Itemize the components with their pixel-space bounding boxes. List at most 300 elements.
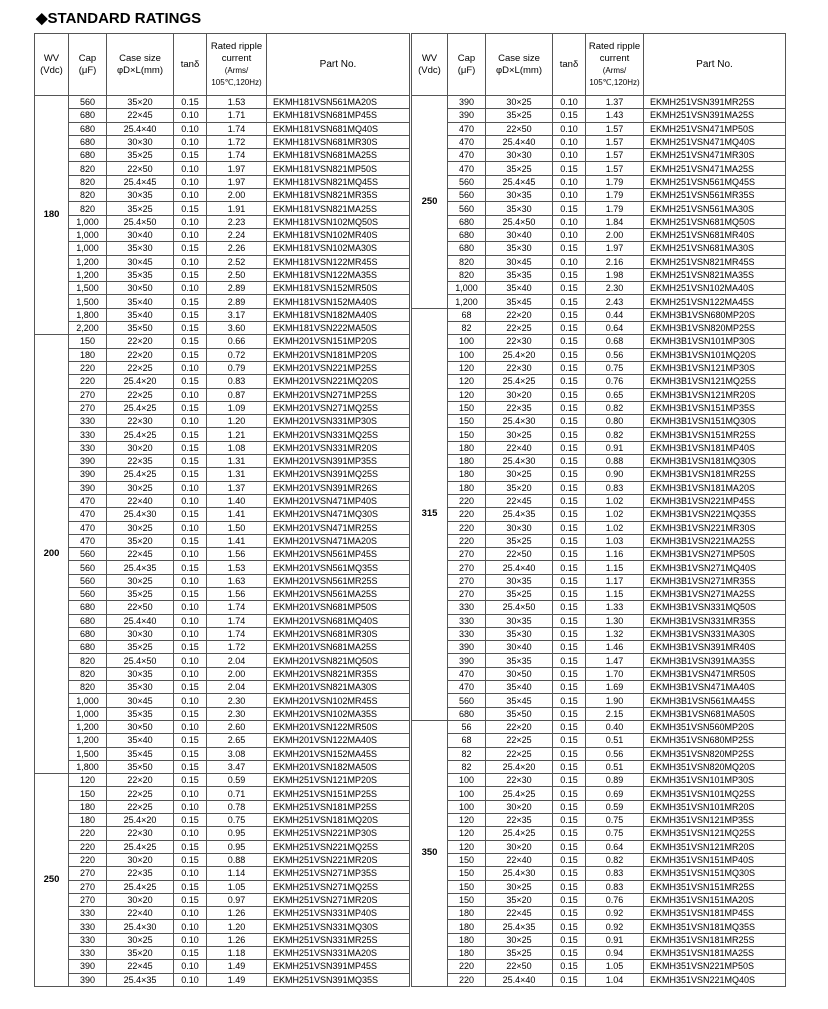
table-row [35, 694, 410, 707]
part-no-cell: EKMH251VSN391MQ35S [267, 973, 410, 986]
part-no-cell: EKMH201VSN331MQ25S [267, 428, 410, 441]
ripple-cell: 1.37 [586, 96, 644, 109]
part-no-cell: EKMH351VSN181MP45S [644, 907, 786, 920]
table-row [35, 893, 410, 906]
case-size-cell: 25.4×20 [107, 375, 174, 388]
case-size-cell: 35×30 [486, 202, 553, 215]
tan-cell: 0.15 [553, 853, 586, 866]
ripple-cell: 1.56 [207, 587, 267, 600]
table-row [412, 282, 786, 295]
ripple-cell: 3.17 [207, 308, 267, 321]
tan-cell: 0.10 [174, 827, 207, 840]
case-size-cell: 35×35 [107, 268, 174, 281]
cap-cell: 330 [69, 428, 107, 441]
case-size-cell: 22×25 [486, 322, 553, 335]
table-row [35, 907, 410, 920]
part-no-cell: EKMH351VSN820MP25S [644, 747, 786, 760]
tan-cell: 0.15 [553, 654, 586, 667]
table-row [412, 135, 786, 148]
part-no-cell: EKMH3B1VSN121MP30S [644, 361, 786, 374]
tan-cell: 0.15 [553, 428, 586, 441]
part-no-cell: EKMH3B1VSN221MQ35S [644, 508, 786, 521]
ripple-cell: 1.49 [207, 960, 267, 973]
tan-cell: 0.15 [174, 707, 207, 720]
ripple-cell: 1.03 [586, 534, 644, 547]
tan-cell: 0.15 [174, 401, 207, 414]
case-size-cell: 25.4×25 [107, 880, 174, 893]
case-size-cell: 22×20 [107, 774, 174, 787]
table-row [412, 215, 786, 228]
cap-cell: 82 [448, 760, 486, 773]
part-no-cell: EKMH3B1VSN271MA25S [644, 587, 786, 600]
case-size-cell: 22×30 [107, 827, 174, 840]
table-row [35, 202, 410, 215]
tan-cell: 0.15 [174, 441, 207, 454]
tan-cell: 0.15 [553, 787, 586, 800]
tan-cell: 0.10 [174, 122, 207, 135]
table-row [35, 494, 410, 507]
ripple-cell: 1.63 [207, 574, 267, 587]
cap-cell: 390 [69, 468, 107, 481]
table-row [412, 787, 786, 800]
tan-cell: 0.15 [553, 441, 586, 454]
part-no-cell: EKMH3B1VSN151MP35S [644, 401, 786, 414]
cap-cell: 150 [448, 853, 486, 866]
table-row [412, 614, 786, 627]
table-row [35, 189, 410, 202]
cap-cell: 180 [448, 947, 486, 960]
cap-cell: 560 [448, 694, 486, 707]
tan-cell: 0.15 [174, 268, 207, 281]
ripple-cell: 2.04 [207, 654, 267, 667]
table-row [412, 202, 786, 215]
ripple-cell: 1.98 [586, 268, 644, 281]
part-no-cell: EKMH251VSN331MA20S [267, 947, 410, 960]
ripple-cell: 0.69 [586, 787, 644, 800]
cap-cell: 1,000 [448, 282, 486, 295]
tan-cell: 0.10 [174, 973, 207, 986]
tan-cell: 0.15 [174, 322, 207, 335]
ripple-cell: 1.79 [586, 189, 644, 202]
ripple-cell: 0.56 [586, 348, 644, 361]
tan-cell: 0.15 [174, 428, 207, 441]
ripple-cell: 1.79 [586, 202, 644, 215]
cap-cell: 120 [448, 388, 486, 401]
tan-cell: 0.15 [553, 587, 586, 600]
tan-cell: 0.10 [174, 574, 207, 587]
ripple-cell: 0.92 [586, 907, 644, 920]
cap-cell: 1,500 [69, 747, 107, 760]
tan-cell: 0.15 [174, 734, 207, 747]
case-size-cell: 30×35 [107, 667, 174, 680]
table-row [412, 774, 786, 787]
part-no-cell: EKMH181VSN182MA40S [267, 308, 410, 321]
table-row [412, 574, 786, 587]
cap-cell: 120 [448, 375, 486, 388]
cap-cell: 680 [69, 601, 107, 614]
ripple-cell: 0.94 [586, 947, 644, 960]
table-row [35, 122, 410, 135]
tan-cell: 0.10 [174, 481, 207, 494]
table-row [35, 308, 410, 321]
part-no-cell: EKMH351VSN121MP35S [644, 814, 786, 827]
cap-cell: 330 [69, 947, 107, 960]
table-row [412, 747, 786, 760]
cap-cell: 680 [448, 228, 486, 241]
table-row [35, 973, 410, 986]
cap-cell: 220 [448, 960, 486, 973]
tan-cell: 0.15 [553, 534, 586, 547]
part-no-cell: EKMH3B1VSN271MQ40S [644, 561, 786, 574]
tan-cell: 0.10 [174, 720, 207, 733]
cap-cell: 330 [69, 933, 107, 946]
tan-cell: 0.10 [174, 494, 207, 507]
ripple-cell: 1.74 [207, 601, 267, 614]
table-row [412, 455, 786, 468]
case-size-cell: 22×20 [107, 348, 174, 361]
tan-cell: 0.10 [553, 135, 586, 148]
cap-cell: 390 [448, 654, 486, 667]
part-no-cell: EKMH3B1VSN391MA35S [644, 654, 786, 667]
cap-cell: 270 [69, 867, 107, 880]
cap-cell: 1,800 [69, 308, 107, 321]
cap-cell: 180 [448, 481, 486, 494]
part-no-cell: EKMH3B1VSN471MR50S [644, 667, 786, 680]
part-no-cell: EKMH251VSN271MP35S [267, 867, 410, 880]
cap-cell: 180 [448, 933, 486, 946]
tan-cell: 0.15 [553, 455, 586, 468]
part-no-cell: EKMH251VSN331MP40S [267, 907, 410, 920]
tan-cell: 0.10 [553, 122, 586, 135]
tan-cell: 0.15 [553, 840, 586, 853]
table-row [35, 401, 410, 414]
case-size-cell: 30×40 [486, 641, 553, 654]
table-row [412, 388, 786, 401]
part-no-cell: EKMH181VSN152MA40S [267, 295, 410, 308]
tan-cell: 0.10 [553, 255, 586, 268]
table-row [35, 654, 410, 667]
part-no-cell: EKMH351VSN151MR25S [644, 880, 786, 893]
cap-cell: 270 [69, 388, 107, 401]
cap-cell: 2,200 [69, 322, 107, 335]
cap-cell: 470 [69, 494, 107, 507]
tan-cell: 0.15 [174, 348, 207, 361]
case-size-cell: 25.4×40 [107, 122, 174, 135]
cap-cell: 820 [448, 268, 486, 281]
table-row [412, 734, 786, 747]
tan-cell: 0.10 [174, 694, 207, 707]
cap-cell: 680 [69, 109, 107, 122]
cap-cell: 180 [69, 800, 107, 813]
part-no-cell: EKMH251VSN561MA30S [644, 202, 786, 215]
ripple-cell: 0.97 [207, 893, 267, 906]
part-no-cell: EKMH201VSN561MR25S [267, 574, 410, 587]
table-row [35, 681, 410, 694]
tan-cell: 0.15 [553, 109, 586, 122]
case-size-cell: 30×35 [486, 574, 553, 587]
case-size-cell: 30×45 [107, 694, 174, 707]
ripple-cell: 0.68 [586, 335, 644, 348]
part-no-cell: EKMH351VSN101MR20S [644, 800, 786, 813]
part-no-cell: EKMH181VSN821MQ45S [267, 175, 410, 188]
ratings-table-left [34, 33, 410, 987]
part-no-cell: EKMH351VSN151MQ30S [644, 867, 786, 880]
case-size-cell: 22×35 [107, 455, 174, 468]
ripple-cell: 1.74 [207, 627, 267, 640]
tan-cell: 0.10 [174, 109, 207, 122]
cap-cell: 100 [448, 787, 486, 800]
case-size-cell: 35×20 [486, 893, 553, 906]
case-size-cell: 30×40 [107, 228, 174, 241]
table-row [35, 787, 410, 800]
part-no-cell: EKMH351VSN560MP20S [644, 720, 786, 733]
tan-cell: 0.15 [174, 774, 207, 787]
ripple-cell: 1.72 [207, 641, 267, 654]
cap-cell: 120 [448, 361, 486, 374]
tan-cell: 0.10 [174, 933, 207, 946]
ripple-cell: 0.75 [586, 361, 644, 374]
part-no-cell: EKMH3B1VSN681MA50S [644, 707, 786, 720]
table-row [412, 601, 786, 614]
table-row [412, 494, 786, 507]
table-row [412, 720, 786, 733]
tan-cell: 0.15 [174, 468, 207, 481]
table-row [412, 348, 786, 361]
wv-cell: 180 [35, 96, 69, 335]
ripple-cell: 0.95 [207, 840, 267, 853]
part-no-cell: EKMH201VSN102MA35S [267, 707, 410, 720]
wv-cell: 200 [35, 335, 69, 774]
ripple-cell: 0.90 [586, 468, 644, 481]
case-size-cell: 30×30 [107, 135, 174, 148]
ripple-cell: 0.83 [586, 867, 644, 880]
tan-cell: 0.15 [553, 401, 586, 414]
cap-cell: 560 [448, 202, 486, 215]
part-no-cell: EKMH201VSN122MR50S [267, 720, 410, 733]
header-case-size: Case size φD×L(mm) [107, 34, 174, 96]
table-row [35, 415, 410, 428]
part-no-cell: EKMH201VSN221MQ20S [267, 375, 410, 388]
tan-cell: 0.15 [553, 268, 586, 281]
table-row [35, 587, 410, 600]
table-row [35, 109, 410, 122]
table-row [412, 441, 786, 454]
part-no-cell: EKMH181VSN102MA30S [267, 242, 410, 255]
part-no-cell: EKMH3B1VSN181MR25S [644, 468, 786, 481]
part-no-cell: EKMH3B1VSN151MQ30S [644, 415, 786, 428]
table-row [412, 228, 786, 241]
table-row [412, 973, 786, 986]
ripple-cell: 1.02 [586, 521, 644, 534]
case-size-cell: 22×45 [107, 109, 174, 122]
ripple-cell: 0.59 [207, 774, 267, 787]
part-no-cell: EKMH351VSN221MP50S [644, 960, 786, 973]
tan-cell: 0.15 [553, 774, 586, 787]
ripple-cell: 0.76 [586, 375, 644, 388]
part-no-cell: EKMH201VSN561MP45S [267, 548, 410, 561]
part-no-cell: EKMH351VSN181MR25S [644, 933, 786, 946]
ripple-cell: 2.30 [207, 694, 267, 707]
case-size-cell: 22×45 [486, 907, 553, 920]
case-size-cell: 22×25 [107, 388, 174, 401]
part-no-cell: EKMH201VSN681MA25S [267, 641, 410, 654]
case-size-cell: 30×20 [486, 388, 553, 401]
case-size-cell: 35×35 [486, 268, 553, 281]
case-size-cell: 30×25 [486, 96, 553, 109]
tan-cell: 0.15 [174, 242, 207, 255]
cap-cell: 1,200 [69, 255, 107, 268]
tan-cell: 0.10 [174, 548, 207, 561]
case-size-cell: 35×20 [107, 534, 174, 547]
cap-cell: 560 [69, 561, 107, 574]
header-wv: WV (Vdc) [35, 34, 69, 96]
cap-cell: 330 [69, 441, 107, 454]
table-row [35, 228, 410, 241]
ripple-cell: 1.47 [586, 654, 644, 667]
table-row [35, 947, 410, 960]
ripple-cell: 1.74 [207, 122, 267, 135]
tan-cell: 0.10 [174, 228, 207, 241]
tan-cell: 0.10 [174, 787, 207, 800]
header-part-no: Part No. [267, 34, 410, 96]
table-row [412, 561, 786, 574]
table-row [35, 800, 410, 813]
case-size-cell: 30×35 [486, 614, 553, 627]
case-size-cell: 25.4×40 [486, 561, 553, 574]
tan-cell: 0.15 [553, 282, 586, 295]
cap-cell: 150 [448, 893, 486, 906]
tan-cell: 0.10 [174, 189, 207, 202]
header-ripple: Rated ripple current (Arms/ 105℃,120Hz) [207, 34, 267, 96]
wv-cell: 250 [412, 96, 448, 309]
part-no-cell: EKMH351VSN181MQ35S [644, 920, 786, 933]
part-no-cell: EKMH3B1VSN471MA40S [644, 681, 786, 694]
table-row [35, 215, 410, 228]
case-size-cell: 35×40 [486, 681, 553, 694]
table-row [412, 814, 786, 827]
cap-cell: 180 [448, 468, 486, 481]
table-row [412, 308, 786, 321]
ripple-cell: 2.89 [207, 295, 267, 308]
ratings-table-right [411, 33, 786, 987]
case-size-cell: 22×35 [107, 867, 174, 880]
part-no-cell: EKMH201VSN471MR25S [267, 521, 410, 534]
case-size-cell: 35×40 [107, 734, 174, 747]
cap-cell: 220 [69, 840, 107, 853]
page-title: ◆STANDARD RATINGS [36, 10, 202, 27]
tan-cell: 0.15 [174, 893, 207, 906]
ripple-cell: 0.75 [586, 827, 644, 840]
cap-cell: 220 [448, 508, 486, 521]
part-no-cell: EKMH251VSN331MQ30S [267, 920, 410, 933]
table-row [35, 814, 410, 827]
case-size-cell: 30×25 [486, 468, 553, 481]
table-row [412, 295, 786, 308]
ripple-cell: 1.31 [207, 468, 267, 481]
part-no-cell: EKMH201VSN221MP25S [267, 361, 410, 374]
cap-cell: 680 [69, 614, 107, 627]
ripple-cell: 2.52 [207, 255, 267, 268]
ripple-cell: 1.91 [207, 202, 267, 215]
ripple-cell: 0.83 [207, 375, 267, 388]
part-no-cell: EKMH251VSN681MA30S [644, 242, 786, 255]
case-size-cell: 25.4×25 [486, 375, 553, 388]
cap-cell: 560 [69, 96, 107, 109]
table-row [35, 468, 410, 481]
tan-cell: 0.15 [174, 308, 207, 321]
part-no-cell: EKMH3B1VSN680MP20S [644, 308, 786, 321]
table-row [412, 587, 786, 600]
case-size-cell: 25.4×20 [486, 348, 553, 361]
cap-cell: 330 [448, 601, 486, 614]
ripple-cell: 0.88 [207, 853, 267, 866]
tan-cell: 0.15 [553, 800, 586, 813]
cap-cell: 680 [448, 707, 486, 720]
part-no-cell: EKMH201VSN681MR30S [267, 627, 410, 640]
case-size-cell: 35×30 [486, 627, 553, 640]
part-no-cell: EKMH351VSN221MQ40S [644, 973, 786, 986]
part-no-cell: EKMH181VSN681MR30S [267, 135, 410, 148]
table-row [412, 175, 786, 188]
case-size-cell: 22×35 [486, 814, 553, 827]
tan-cell: 0.15 [553, 375, 586, 388]
ripple-cell: 2.30 [586, 282, 644, 295]
cap-cell: 470 [448, 681, 486, 694]
tan-cell: 0.15 [174, 880, 207, 893]
case-size-cell: 35×40 [107, 295, 174, 308]
table-row [35, 96, 410, 109]
case-size-cell: 30×45 [486, 255, 553, 268]
cap-cell: 150 [448, 428, 486, 441]
cap-cell: 680 [69, 122, 107, 135]
cap-cell: 180 [69, 348, 107, 361]
case-size-cell: 25.4×30 [486, 867, 553, 880]
tan-cell: 0.15 [553, 681, 586, 694]
table-row [412, 667, 786, 680]
case-size-cell: 22×50 [486, 960, 553, 973]
case-size-cell: 30×30 [107, 627, 174, 640]
case-size-cell: 22×30 [486, 774, 553, 787]
cap-cell: 680 [69, 641, 107, 654]
ripple-cell: 1.97 [207, 175, 267, 188]
tan-cell: 0.15 [553, 707, 586, 720]
cap-cell: 680 [69, 135, 107, 148]
ripple-cell: 0.64 [586, 840, 644, 853]
table-row [35, 641, 410, 654]
tan-cell: 0.15 [174, 641, 207, 654]
tan-cell: 0.10 [553, 228, 586, 241]
ripple-cell: 2.60 [207, 720, 267, 733]
table-row [35, 162, 410, 175]
case-size-cell: 35×45 [107, 747, 174, 760]
cap-cell: 560 [448, 189, 486, 202]
table-row [35, 920, 410, 933]
table-row [35, 361, 410, 374]
tan-cell: 0.15 [174, 295, 207, 308]
cap-cell: 560 [69, 574, 107, 587]
part-no-cell: EKMH3B1VSN331MQ50S [644, 601, 786, 614]
table-row [412, 96, 786, 109]
part-no-cell: EKMH3B1VSN101MP30S [644, 335, 786, 348]
ripple-cell: 1.57 [586, 135, 644, 148]
case-size-cell: 35×40 [107, 308, 174, 321]
tan-cell: 0.15 [174, 840, 207, 853]
cap-cell: 820 [69, 189, 107, 202]
wv-cell: 315 [412, 308, 448, 720]
table-row [35, 521, 410, 534]
ripple-cell: 1.14 [207, 867, 267, 880]
ripple-cell: 1.31 [207, 455, 267, 468]
